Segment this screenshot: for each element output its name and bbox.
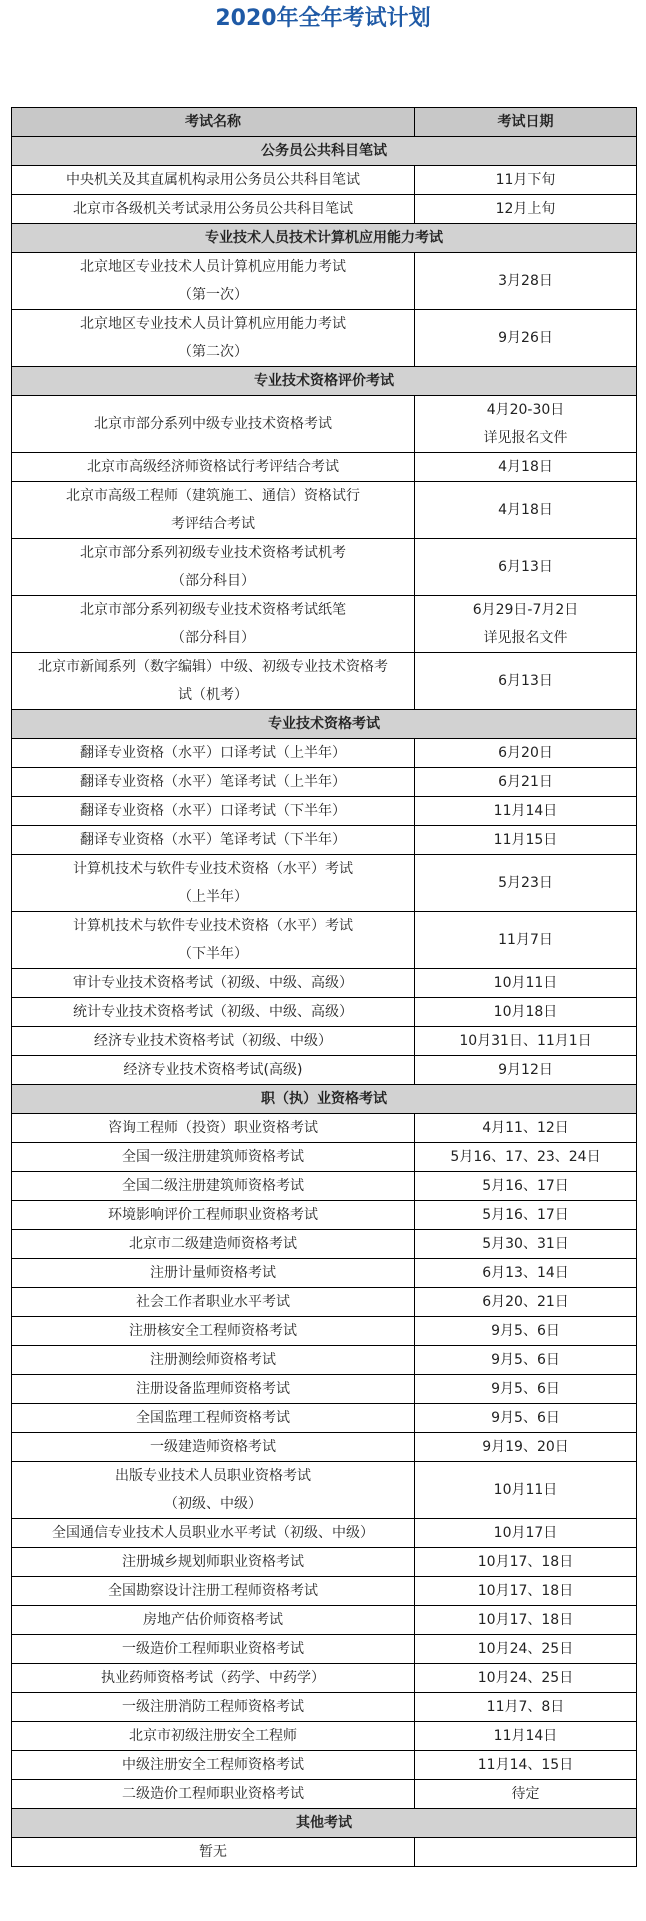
exam-date-cell: 6月20日 xyxy=(415,739,637,768)
table-row xyxy=(12,253,637,310)
table-row xyxy=(12,739,637,768)
exam-name-cell: 一级建造师资格考试 xyxy=(12,1433,415,1462)
exam-date-cell: 9月19、20日 xyxy=(415,1433,637,1462)
exam-date-cell: 5月16、17、23、24日 xyxy=(415,1143,637,1172)
table-row xyxy=(12,1317,637,1346)
exam-name-cell: 注册测绘师资格考试 xyxy=(12,1346,415,1375)
table-row xyxy=(12,1201,637,1230)
exam-name-cell: 一级造价工程师职业资格考试 xyxy=(12,1635,415,1664)
exam-date-cell: 4月18日 xyxy=(415,482,637,539)
exam-name-cell: 社会工作者职业水平考试 xyxy=(12,1288,415,1317)
exam-date-cell: 5月30、31日 xyxy=(415,1230,637,1259)
exam-name-cell: 翻译专业资格（水平）笔译考试（下半年） xyxy=(12,826,415,855)
exam-date-cell: 10月18日 xyxy=(415,998,637,1027)
table-row xyxy=(12,797,637,826)
exam-name-cell: 全国监理工程师资格考试 xyxy=(12,1404,415,1433)
exam-name-cell: 中级注册安全工程师资格考试 xyxy=(12,1751,415,1780)
exam-date-cell xyxy=(415,1838,637,1867)
exam-date-cell: 5月16、17日 xyxy=(415,1201,637,1230)
exam-date-cell: 4月11、12日 xyxy=(415,1114,637,1143)
exam-name-cell: 全国一级注册建筑师资格考试 xyxy=(12,1143,415,1172)
table-row xyxy=(12,1693,637,1722)
table-row xyxy=(12,1346,637,1375)
exam-name-cell: 全国二级注册建筑师资格考试 xyxy=(12,1172,415,1201)
exam-name-cell: 注册核安全工程师资格考试 xyxy=(12,1317,415,1346)
table-row xyxy=(12,1577,637,1606)
exam-date-cell: 5月16、17日 xyxy=(415,1172,637,1201)
table-row xyxy=(12,826,637,855)
exam-name-cell: 注册设备监理师资格考试 xyxy=(12,1375,415,1404)
exam-date-cell: 待定 xyxy=(415,1780,637,1809)
table-header-row xyxy=(12,108,637,137)
exam-date-cell: 9月5、6日 xyxy=(415,1346,637,1375)
section-header-row xyxy=(12,1809,637,1838)
exam-date-cell: 10月17、18日 xyxy=(415,1606,637,1635)
exam-date-cell: 6月13日 xyxy=(415,653,637,710)
table-row xyxy=(12,1114,637,1143)
exam-date-cell: 9月5、6日 xyxy=(415,1375,637,1404)
section-header-row xyxy=(12,1085,637,1114)
exam-date-cell: 10月17日 xyxy=(415,1519,637,1548)
table-row xyxy=(12,166,637,195)
table-row xyxy=(12,1606,637,1635)
table-row xyxy=(12,596,637,653)
exam-name-cell: 咨询工程师（投资）职业资格考试 xyxy=(12,1114,415,1143)
table-row xyxy=(12,912,637,969)
exam-name-cell: 北京市新闻系列（数字编辑）中级、初级专业技术资格考 试（机考） xyxy=(12,653,415,710)
section-header-row xyxy=(12,710,637,739)
table-row xyxy=(12,1462,637,1519)
table-row xyxy=(12,482,637,539)
exam-date-cell: 10月17、18日 xyxy=(415,1548,637,1577)
exam-name-cell: 环境影响评价工程师职业资格考试 xyxy=(12,1201,415,1230)
exam-name-cell: 北京市高级经济师资格试行考评结合考试 xyxy=(12,453,415,482)
table-row xyxy=(12,195,637,224)
exam-name-cell: 北京地区专业技术人员计算机应用能力考试 （第二次） xyxy=(12,310,415,367)
exam-date-cell: 9月26日 xyxy=(415,310,637,367)
section-title: 其他考试 xyxy=(12,1809,637,1838)
exam-date-cell: 9月5、6日 xyxy=(415,1404,637,1433)
exam-date-cell: 6月13、14日 xyxy=(415,1259,637,1288)
exam-date-cell: 3月28日 xyxy=(415,253,637,310)
exam-date-cell: 4月20-30日 详见报名文件 xyxy=(415,396,637,453)
exam-date-cell: 5月23日 xyxy=(415,855,637,912)
exam-name-cell: 注册计量师资格考试 xyxy=(12,1259,415,1288)
table-row xyxy=(12,1838,637,1867)
exam-name-cell: 全国通信专业技术人员职业水平考试（初级、中级） xyxy=(12,1519,415,1548)
exam-date-cell: 6月20、21日 xyxy=(415,1288,637,1317)
section-header-row xyxy=(12,367,637,396)
exam-date-cell: 11月14日 xyxy=(415,797,637,826)
table-row xyxy=(12,1259,637,1288)
section-title: 专业技术资格评价考试 xyxy=(12,367,637,396)
section-title: 公务员公共科目笔试 xyxy=(12,137,637,166)
table-row xyxy=(12,539,637,596)
table-row xyxy=(12,1288,637,1317)
table-row xyxy=(12,1143,637,1172)
section-header-row xyxy=(12,224,637,253)
exam-date-cell: 9月5、6日 xyxy=(415,1317,637,1346)
exam-name-cell: 一级注册消防工程师资格考试 xyxy=(12,1693,415,1722)
exam-name-cell: 北京市初级注册安全工程师 xyxy=(12,1722,415,1751)
exam-name-cell: 经济专业技术资格考试（初级、中级） xyxy=(12,1027,415,1056)
exam-date-cell: 11月7日 xyxy=(415,912,637,969)
exam-date-cell: 10月17、18日 xyxy=(415,1577,637,1606)
exam-date-cell: 12月上旬 xyxy=(415,195,637,224)
exam-date-cell: 6月29日-7月2日 详见报名文件 xyxy=(415,596,637,653)
exam-date-cell: 4月18日 xyxy=(415,453,637,482)
exam-name-cell: 暂无 xyxy=(12,1838,415,1867)
exam-name-cell: 北京市二级建造师资格考试 xyxy=(12,1230,415,1259)
table-row xyxy=(12,310,637,367)
exam-name-cell: 北京市高级工程师（建筑施工、通信）资格试行 考评结合考试 xyxy=(12,482,415,539)
exam-name-cell: 二级造价工程师职业资格考试 xyxy=(12,1780,415,1809)
exam-name-cell: 全国勘察设计注册工程师资格考试 xyxy=(12,1577,415,1606)
exam-date-cell: 10月11日 xyxy=(415,969,637,998)
table-row xyxy=(12,1404,637,1433)
table-row xyxy=(12,1172,637,1201)
exam-date-cell: 10月31日、11月1日 xyxy=(415,1027,637,1056)
table-row xyxy=(12,396,637,453)
exam-name-cell: 经济专业技术资格考试(高级) xyxy=(12,1056,415,1085)
section-title: 职（执）业资格考试 xyxy=(12,1085,637,1114)
exam-date-cell: 6月21日 xyxy=(415,768,637,797)
exam-name-cell: 北京市部分系列初级专业技术资格考试机考 （部分科目） xyxy=(12,539,415,596)
table-row xyxy=(12,453,637,482)
exam-date-cell: 9月12日 xyxy=(415,1056,637,1085)
exam-date-cell: 11月7、8日 xyxy=(415,1693,637,1722)
exam-date-cell: 11月下旬 xyxy=(415,166,637,195)
exam-name-cell: 翻译专业资格（水平）口译考试（下半年） xyxy=(12,797,415,826)
exam-name-cell: 北京地区专业技术人员计算机应用能力考试 （第一次） xyxy=(12,253,415,310)
table-row xyxy=(12,768,637,797)
exam-date-cell: 11月14日 xyxy=(415,1722,637,1751)
table-row xyxy=(12,1433,637,1462)
exam-date-cell: 11月15日 xyxy=(415,826,637,855)
exam-date-cell: 11月14、15日 xyxy=(415,1751,637,1780)
exam-name-cell: 北京市部分系列中级专业技术资格考试 xyxy=(12,396,415,453)
table-row xyxy=(12,1548,637,1577)
exam-date-cell: 10月24、25日 xyxy=(415,1635,637,1664)
exam-name-cell: 计算机技术与软件专业技术资格（水平）考试 （下半年） xyxy=(12,912,415,969)
header-exam-name: 考试名称 xyxy=(12,108,415,137)
table-row xyxy=(12,855,637,912)
table-row xyxy=(12,1780,637,1809)
exam-name-cell: 执业药师资格考试（药学、中药学） xyxy=(12,1664,415,1693)
table-row xyxy=(12,1056,637,1085)
table-row xyxy=(12,1375,637,1404)
exam-name-cell: 审计专业技术资格考试（初级、中级、高级） xyxy=(12,969,415,998)
exam-name-cell: 北京市各级机关考试录用公务员公共科目笔试 xyxy=(12,195,415,224)
section-title: 专业技术人员技术计算机应用能力考试 xyxy=(12,224,637,253)
exam-name-cell: 房地产估价师资格考试 xyxy=(12,1606,415,1635)
table-row xyxy=(12,998,637,1027)
table-row xyxy=(12,653,637,710)
exam-name-cell: 翻译专业资格（水平）口译考试（上半年） xyxy=(12,739,415,768)
exam-schedule-table xyxy=(11,107,637,1867)
header-exam-date: 考试日期 xyxy=(415,108,637,137)
exam-name-cell: 统计专业技术资格考试（初级、中级、高级） xyxy=(12,998,415,1027)
table-row xyxy=(12,1722,637,1751)
table-row xyxy=(12,1751,637,1780)
table-row xyxy=(12,1230,637,1259)
table-row xyxy=(12,1519,637,1548)
exam-name-cell: 计算机技术与软件专业技术资格（水平）考试 （上半年） xyxy=(12,855,415,912)
exam-name-cell: 注册城乡规划师职业资格考试 xyxy=(12,1548,415,1577)
exam-date-cell: 10月11日 xyxy=(415,1462,637,1519)
table-row xyxy=(12,1664,637,1693)
section-header-row xyxy=(12,137,637,166)
table-row xyxy=(12,1635,637,1664)
exam-date-cell: 6月13日 xyxy=(415,539,637,596)
exam-date-cell: 10月24、25日 xyxy=(415,1664,637,1693)
page-title: 2020年全年考试计划 xyxy=(215,6,431,31)
exam-name-cell: 出版专业技术人员职业资格考试 （初级、中级） xyxy=(12,1462,415,1519)
exam-name-cell: 中央机关及其直属机构录用公务员公共科目笔试 xyxy=(12,166,415,195)
table-row xyxy=(12,1027,637,1056)
table-row xyxy=(12,969,637,998)
exam-name-cell: 翻译专业资格（水平）笔译考试（上半年） xyxy=(12,768,415,797)
exam-name-cell: 北京市部分系列初级专业技术资格考试纸笔 （部分科目） xyxy=(12,596,415,653)
section-title: 专业技术资格考试 xyxy=(12,710,637,739)
